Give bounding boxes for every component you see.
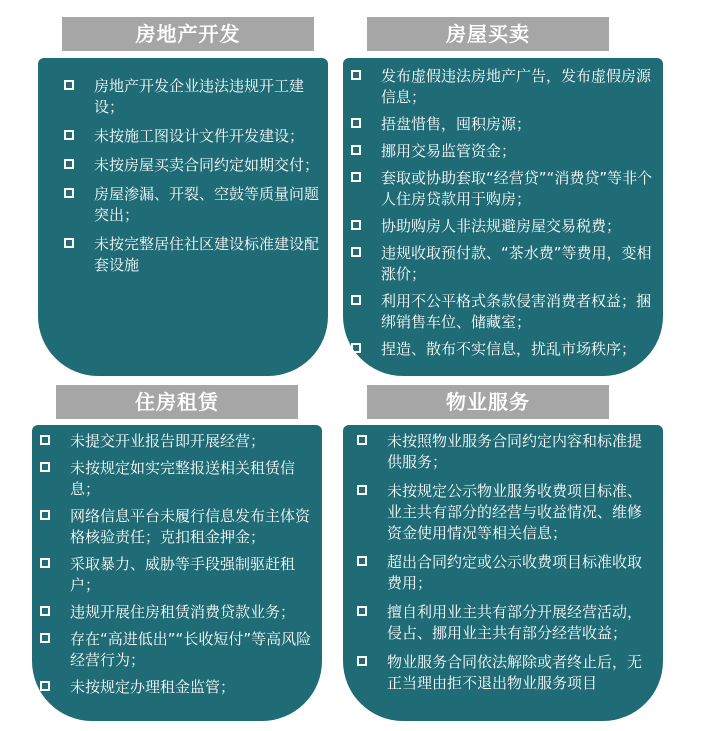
checkbox-bullet-icon bbox=[40, 462, 50, 472]
card-property-services bbox=[343, 425, 663, 721]
list-item bbox=[351, 66, 657, 108]
checkbox-bullet-icon bbox=[40, 681, 50, 691]
list-item bbox=[357, 652, 655, 694]
list-item bbox=[40, 431, 318, 452]
list-item bbox=[351, 291, 657, 333]
list-item bbox=[351, 141, 657, 162]
item-text: 捂盘惜售，囤积房源； bbox=[381, 115, 532, 133]
list-item bbox=[351, 168, 657, 210]
item-list bbox=[64, 76, 320, 276]
list-item bbox=[40, 629, 318, 671]
item-text: 存在“高进低出”“长收短付”等高风险经营行为； bbox=[70, 630, 312, 669]
list-item bbox=[40, 506, 318, 548]
checkbox-bullet-icon bbox=[351, 145, 361, 155]
item-list bbox=[351, 66, 657, 360]
checkbox-bullet-icon bbox=[351, 295, 361, 305]
list-item bbox=[64, 234, 320, 276]
checkbox-bullet-icon bbox=[351, 343, 361, 353]
list-item bbox=[351, 216, 657, 237]
checkbox-bullet-icon bbox=[357, 485, 367, 495]
item-text: 房屋渗漏、开裂、空鼓等质量问题突出； bbox=[94, 185, 320, 224]
checkbox-bullet-icon bbox=[40, 633, 50, 643]
checkbox-bullet-icon bbox=[40, 558, 50, 568]
checkbox-bullet-icon bbox=[64, 80, 74, 90]
section-header-real-estate-development: 房地产开发 bbox=[62, 17, 314, 51]
item-text: 采取暴力、威胁等手段强制驱赶租户； bbox=[70, 555, 296, 594]
checkbox-bullet-icon bbox=[64, 130, 74, 140]
item-text: 未按规定办理租金监管； bbox=[70, 678, 236, 696]
item-list bbox=[40, 431, 318, 698]
item-text: 网络信息平台未履行信息发布主体资格核验责任；克扣租金押金； bbox=[70, 507, 311, 546]
section-header-property-services: 物业服务 bbox=[367, 385, 609, 419]
item-text: 物业服务合同依法解除或者终止后，无正当理由拒不退出物业服务项目 bbox=[387, 653, 643, 692]
checkbox-bullet-icon bbox=[40, 435, 50, 445]
checkbox-bullet-icon bbox=[64, 159, 74, 169]
card-housing-rental bbox=[32, 425, 322, 721]
item-list bbox=[357, 431, 655, 694]
item-text: 未按规定公示物业服务收费项目标准、业主共有部分的经营与收益情况、维修资金使用情况等相关信息； bbox=[387, 482, 643, 542]
item-text: 未按施工图设计文件开发建设； bbox=[94, 127, 305, 145]
checkbox-bullet-icon bbox=[357, 656, 367, 666]
item-text: 未按照物业服务合同约定内容和标准提供服务； bbox=[387, 432, 643, 471]
checkbox-bullet-icon bbox=[40, 606, 50, 616]
item-text: 未按规定如实完整报送相关租赁信息； bbox=[70, 459, 296, 498]
item-text: 违规开展住房租赁消费贷款业务； bbox=[70, 603, 296, 621]
item-text: 捏造、散布不实信息，扰乱市场秩序； bbox=[381, 340, 637, 358]
item-text: 未按房屋买卖合同约定如期交付； bbox=[94, 156, 320, 174]
list-item bbox=[40, 458, 318, 500]
checkbox-bullet-icon bbox=[351, 172, 361, 182]
item-text: 利用不公平格式条款侵害消费者权益；捆绑销售车位、储藏室； bbox=[381, 292, 652, 331]
checkbox-bullet-icon bbox=[357, 435, 367, 445]
item-text: 违规收取预付款、“茶水费”等费用，变相涨价； bbox=[381, 244, 652, 283]
checkbox-bullet-icon bbox=[64, 188, 74, 198]
card-housing-sales bbox=[343, 58, 663, 376]
checkbox-bullet-icon bbox=[351, 118, 361, 128]
item-text: 擅自利用业主共有部分开展经营活动，侵占、挪用业主共有部分经营收益； bbox=[387, 603, 643, 642]
list-item bbox=[40, 677, 318, 698]
list-item bbox=[40, 602, 318, 623]
list-item bbox=[357, 431, 655, 473]
list-item bbox=[351, 339, 657, 360]
list-item bbox=[64, 184, 320, 226]
checkbox-bullet-icon bbox=[351, 220, 361, 230]
list-item bbox=[64, 155, 320, 176]
item-text: 未按完整居住社区建设标准建设配套设施 bbox=[94, 235, 320, 274]
list-item bbox=[64, 76, 320, 118]
checkbox-bullet-icon bbox=[357, 606, 367, 616]
item-text: 协助购房人非法规避房屋交易税费； bbox=[381, 217, 622, 235]
checkbox-bullet-icon bbox=[351, 247, 361, 257]
item-text: 挪用交易监管资金； bbox=[381, 142, 517, 160]
list-item bbox=[64, 126, 320, 147]
list-item bbox=[357, 481, 655, 544]
checkbox-bullet-icon bbox=[357, 556, 367, 566]
item-text: 房地产开发企业违法违规开工建设； bbox=[94, 77, 305, 116]
card-real-estate-development bbox=[38, 58, 328, 376]
checkbox-bullet-icon bbox=[64, 238, 74, 248]
list-item bbox=[351, 114, 657, 135]
list-item bbox=[351, 243, 657, 285]
section-header-housing-sales: 房屋买卖 bbox=[367, 17, 609, 51]
list-item bbox=[357, 602, 655, 644]
list-item bbox=[40, 554, 318, 596]
item-text: 套取或协助套取“经营贷”“消费贷”等非个人住房贷款用于购房； bbox=[381, 169, 653, 208]
list-item bbox=[357, 552, 655, 594]
item-text: 未提交开业报告即开展经营； bbox=[70, 432, 266, 450]
item-text: 超出合同约定或公示收费项目标准收取费用； bbox=[387, 553, 643, 592]
section-header-housing-rental: 住房租赁 bbox=[56, 385, 298, 419]
item-text: 发布虚假违法房地产广告，发布虚假房源信息； bbox=[381, 67, 652, 106]
checkbox-bullet-icon bbox=[40, 510, 50, 520]
checkbox-bullet-icon bbox=[351, 70, 361, 80]
